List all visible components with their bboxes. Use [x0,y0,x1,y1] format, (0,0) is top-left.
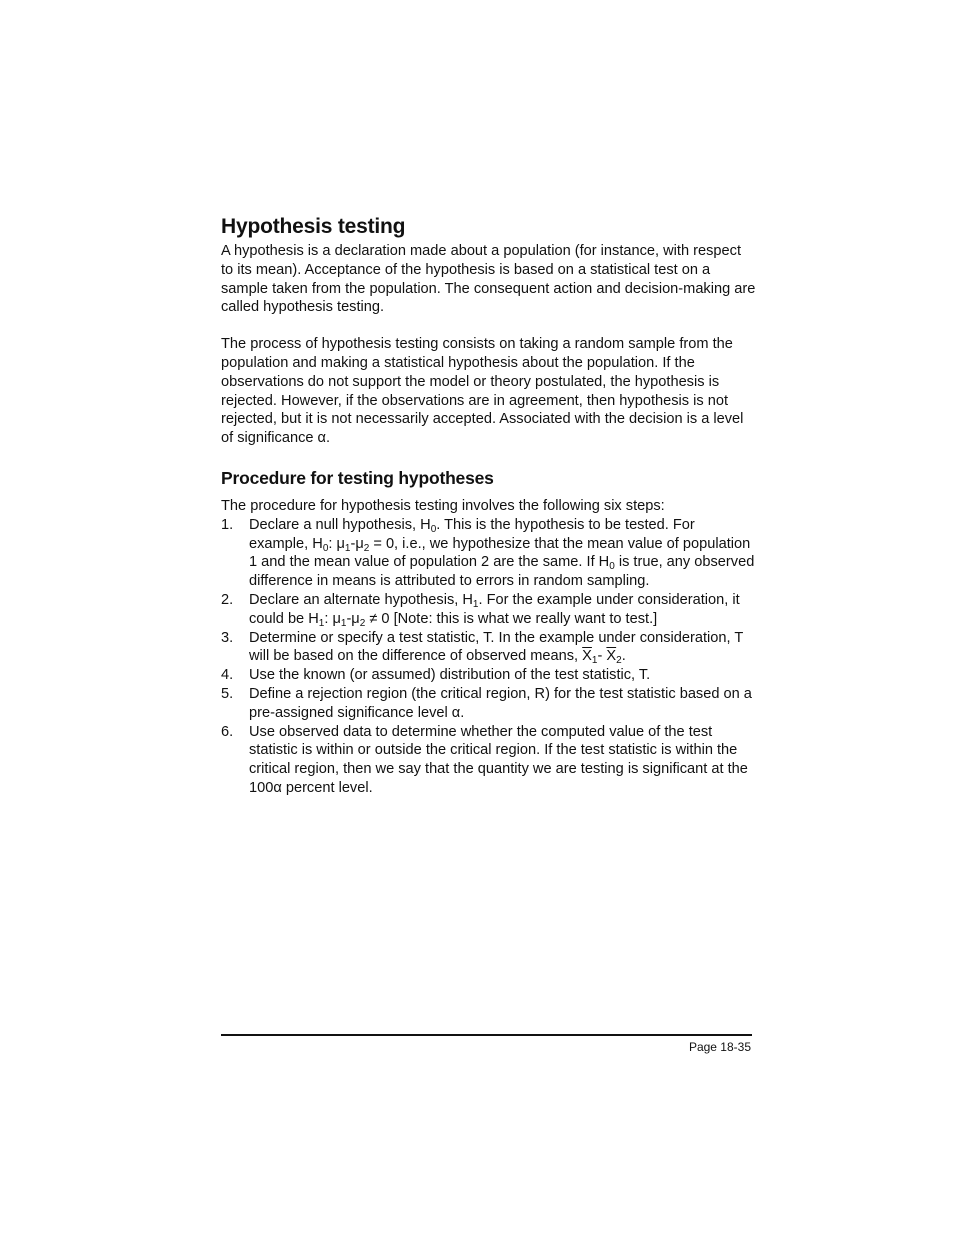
subscript: 1 [591,655,598,667]
step-text: Determine or specify a test statistic, T. In the example under consideration, T will be based on the difference of observed means, [249,629,743,665]
step-number: 4. [221,667,234,684]
subscript: 1 [340,617,347,629]
step-text: Use the known (or assumed) distribution of the test statistic, T. [249,667,651,684]
step-text: ≠ 0 [Note: this is what we really want to test.] [365,610,658,627]
step-text: -μ [346,610,360,627]
step-text: -μ [350,535,364,552]
list-item-step-2 [221,591,756,629]
intro-paragraph: A hypothesis is a declaration made about a population (for instance, with respect to its mean). Acceptance of the hypothesis is based on a statistical test on a sample taken from the population. The consequent action and decision-making are called hypothesis testing. [221,243,756,316]
page-content [221,214,756,798]
section-title: Hypothesis testing [221,215,406,238]
list-item-step-1 [221,516,756,591]
step-text: - [597,648,607,665]
subscript: 2 [616,655,622,667]
list-item-step-5 [221,685,756,723]
mean-symbol: $\overline{X}$ [582,648,592,665]
subscript: 0 [609,561,615,573]
step-text: : μ [328,535,345,552]
subscript: 2 [359,617,366,629]
mean-symbol: $\overline{X}$ [606,648,617,665]
subscript: 1 [344,542,351,554]
steps-list [221,516,756,798]
step-text: . For the example under consideration, it could be H [249,591,740,627]
step-text: is true, any observed difference in means is attributed to errors in random sampling. [249,554,755,590]
step-text: . This is the hypothesis to be tested. For example, H [249,516,695,552]
step-text: . [621,648,626,665]
step-text: Declare an alternate hypothesis, H [249,591,473,608]
step-text: Define a rejection region (the critical region, R) for the test statistic based on a pre-assigned significance level α. [249,685,752,721]
step-text: Use observed data to determine whether the computed value of the test statistic is within or outside the critical region. If the test statistic is within the critical region, then we say that the quantity we are testing is significant at the 100α percent level. [249,723,748,796]
step-number: 6. [221,723,234,740]
step-number: 5. [221,685,234,702]
list-item-step-4 [221,666,756,685]
subsection-title: Procedure for testing hypotheses [221,467,494,488]
list-item-step-3 [221,629,756,667]
step-number: 1. [221,516,234,533]
step-number: 3. [221,629,234,646]
process-paragraph: The process of hypothesis testing consists on taking a random sample from the population and making a statistical hypothesis about the population. If the observations do not support the model or theory postulated, the hypothesis is rejected. However, if the observations are in agreement, then hypothesis is not rejected, but it is not necessarily accepted. Associated with the decision is a level of significance α. [221,336,744,447]
step-text: Declare a null hypothesis, H [249,516,431,533]
step-text: : μ [324,610,341,627]
subscript: 0 [322,542,329,554]
subscript: 1 [472,598,479,610]
subscript: 0 [430,523,437,535]
list-item-step-6 [221,723,756,798]
subscript: 2 [363,542,370,554]
subscript: 1 [318,617,325,629]
step-text: = 0, i.e., we hypothesize that the mean value of population 1 and the mean value of population 2 are the same. If H [249,535,751,571]
footer-rule [221,1034,752,1036]
step-number: 2. [221,591,234,608]
procedure-intro: The procedure for hypothesis testing involves the following six steps: [221,497,665,514]
page-number: Page 18-35 [688,1040,751,1054]
